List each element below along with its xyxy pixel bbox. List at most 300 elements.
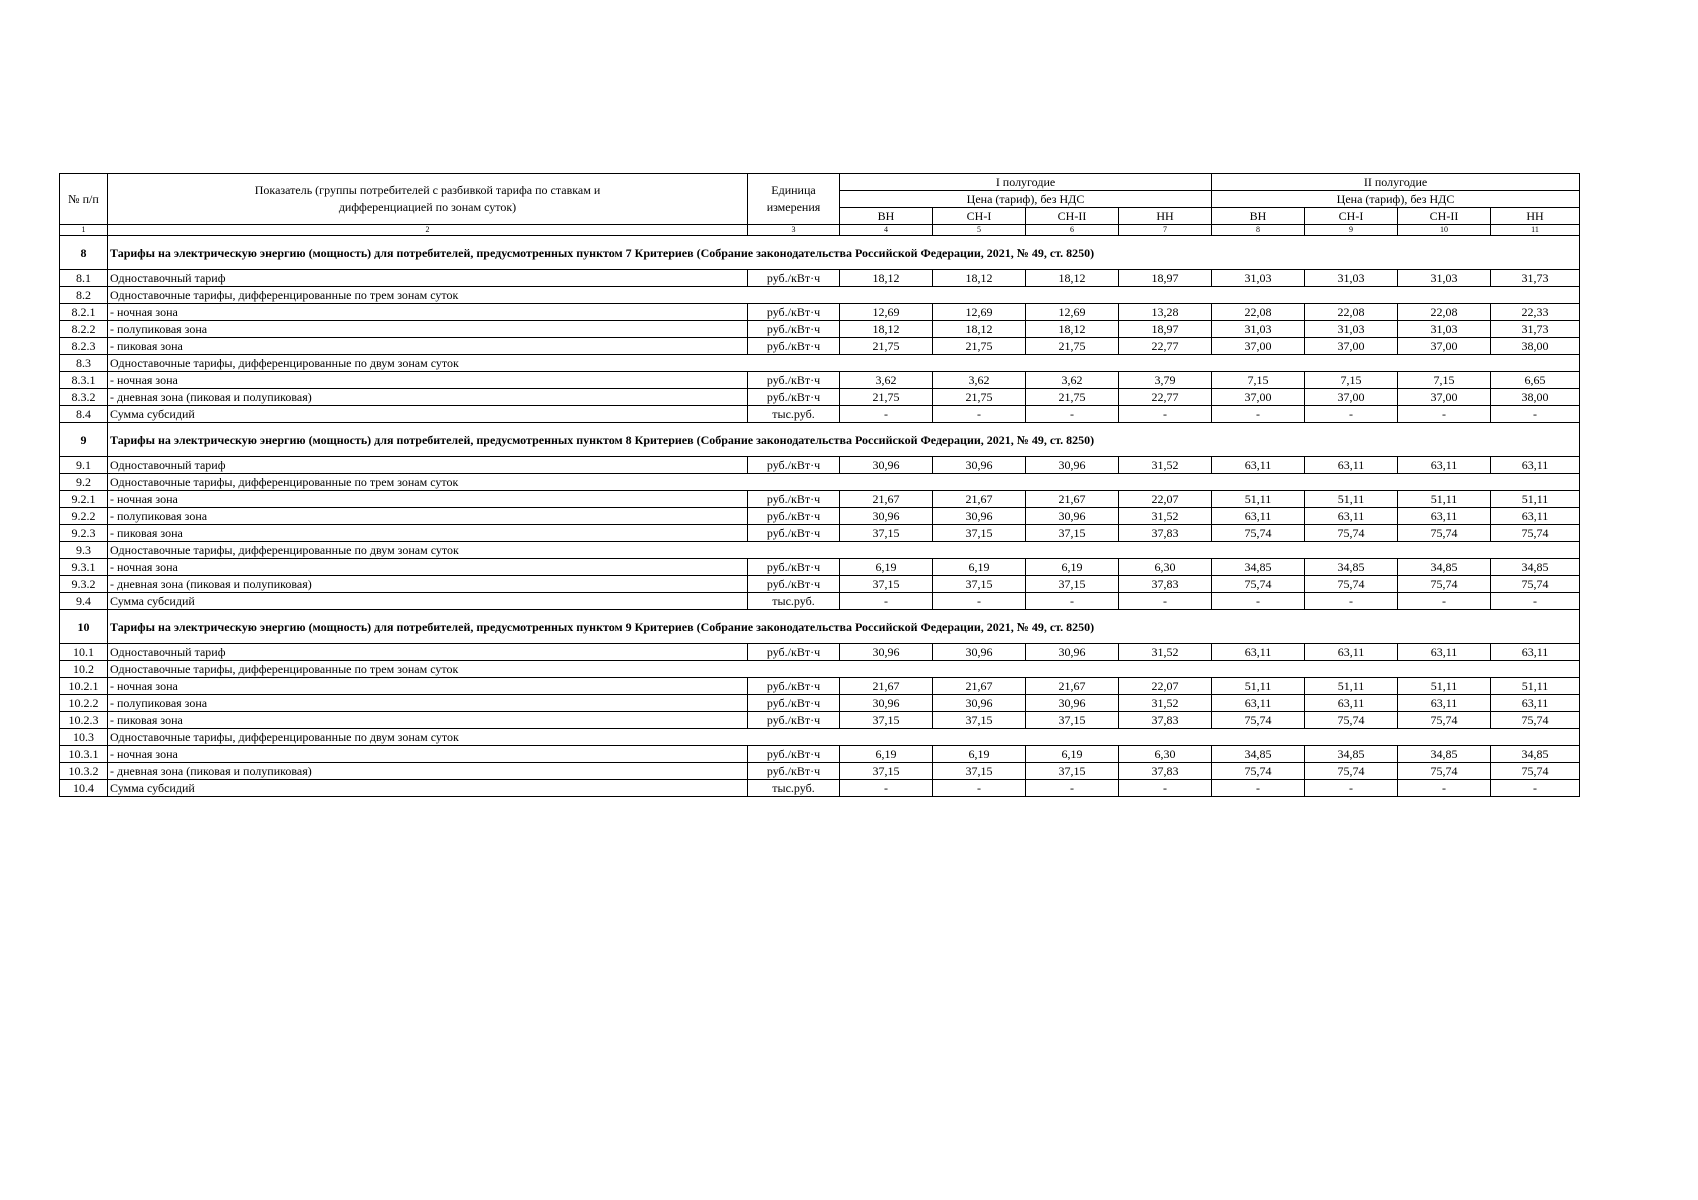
tariff-value: 31,52 bbox=[1119, 695, 1212, 712]
tariff-value: 75,74 bbox=[1212, 763, 1305, 780]
section-title: Тарифы на электрическую энергию (мощность) для потребителей, предусмотренных пунктом 7 Критериев (Собрание законодательства Российской Федерации, 2021, № 49, ст. 8250) bbox=[108, 236, 1580, 270]
tariff-value: 34,85 bbox=[1212, 746, 1305, 763]
tariff-value: 63,11 bbox=[1212, 508, 1305, 525]
row-number: 8.3.1 bbox=[60, 372, 108, 389]
tariff-value: 22,07 bbox=[1119, 678, 1212, 695]
header-no: № п/п bbox=[60, 174, 108, 225]
tariff-value: 30,96 bbox=[933, 695, 1026, 712]
tariff-value: 37,15 bbox=[1026, 576, 1119, 593]
tariff-value: 63,11 bbox=[1305, 508, 1398, 525]
column-number: 2 bbox=[108, 225, 748, 236]
row-number: 9.3.2 bbox=[60, 576, 108, 593]
tariff-value: - bbox=[1491, 406, 1580, 423]
tariff-value: 21,75 bbox=[933, 389, 1026, 406]
tariff-value: - bbox=[1119, 406, 1212, 423]
tariff-value: 37,00 bbox=[1305, 389, 1398, 406]
tariff-value: 63,11 bbox=[1491, 644, 1580, 661]
tariff-value: 37,00 bbox=[1212, 338, 1305, 355]
row-unit: руб./кВт·ч bbox=[748, 457, 840, 474]
row-unit: руб./кВт·ч bbox=[748, 508, 840, 525]
row-number: 9.3 bbox=[60, 542, 108, 559]
row-unit: руб./кВт·ч bbox=[748, 576, 840, 593]
tariff-value: 31,03 bbox=[1398, 270, 1491, 287]
table-row bbox=[60, 593, 1580, 610]
row-label: - дневная зона (пиковая и полупиковая) bbox=[108, 576, 748, 593]
tariff-value: 30,96 bbox=[840, 644, 933, 661]
group-row bbox=[60, 355, 1580, 372]
tariff-value: 21,67 bbox=[933, 491, 1026, 508]
row-unit: руб./кВт·ч bbox=[748, 321, 840, 338]
tariff-value: 37,15 bbox=[933, 576, 1026, 593]
group-row bbox=[60, 474, 1580, 491]
tariff-value: 51,11 bbox=[1212, 491, 1305, 508]
row-number: 9.3.1 bbox=[60, 559, 108, 576]
tariff-value: 37,00 bbox=[1212, 389, 1305, 406]
tariff-value: 37,15 bbox=[933, 525, 1026, 542]
table-row bbox=[60, 780, 1580, 797]
tariff-value: - bbox=[1398, 406, 1491, 423]
tariff-value: 37,15 bbox=[840, 763, 933, 780]
section-title: Тарифы на электрическую энергию (мощность) для потребителей, предусмотренных пунктом 9 Критериев (Собрание законодательства Российской Федерации, 2021, № 49, ст. 8250) bbox=[108, 610, 1580, 644]
tariff-value: 37,00 bbox=[1398, 389, 1491, 406]
row-unit: руб./кВт·ч bbox=[748, 304, 840, 321]
row-unit: руб./кВт·ч bbox=[748, 678, 840, 695]
row-number: 8.2.1 bbox=[60, 304, 108, 321]
row-unit: руб./кВт·ч bbox=[748, 712, 840, 729]
tariff-value: 31,73 bbox=[1491, 270, 1580, 287]
tariff-value: 37,00 bbox=[1305, 338, 1398, 355]
tariff-value: - bbox=[1491, 593, 1580, 610]
table-row bbox=[60, 525, 1580, 542]
row-label: - полупиковая зона bbox=[108, 321, 748, 338]
section-row bbox=[60, 236, 1580, 270]
table-row bbox=[60, 712, 1580, 729]
header-level: СН-I bbox=[933, 208, 1026, 225]
tariff-value: 22,33 bbox=[1491, 304, 1580, 321]
row-number: 10.4 bbox=[60, 780, 108, 797]
group-label: Одноставочные тарифы, дифференцированные по двум зонам суток bbox=[108, 542, 1580, 559]
tariff-value: 6,30 bbox=[1119, 559, 1212, 576]
row-number: 8.3 bbox=[60, 355, 108, 372]
row-label: - ночная зона bbox=[108, 372, 748, 389]
tariff-value: 63,11 bbox=[1305, 695, 1398, 712]
tariff-value: - bbox=[1491, 780, 1580, 797]
tariff-value: 18,12 bbox=[933, 321, 1026, 338]
row-number: 10.3.2 bbox=[60, 763, 108, 780]
tariff-value: 75,74 bbox=[1305, 525, 1398, 542]
row-label: - ночная зона bbox=[108, 678, 748, 695]
tariff-value: 31,03 bbox=[1305, 321, 1398, 338]
tariff-value: 51,11 bbox=[1305, 678, 1398, 695]
tariff-value: 18,12 bbox=[1026, 321, 1119, 338]
row-number: 10.2.1 bbox=[60, 678, 108, 695]
tariff-value: - bbox=[933, 406, 1026, 423]
tariff-value: 31,52 bbox=[1119, 644, 1212, 661]
row-number: 10.2.2 bbox=[60, 695, 108, 712]
tariff-value: 75,74 bbox=[1491, 712, 1580, 729]
row-number: 10.3.1 bbox=[60, 746, 108, 763]
group-label: Одноставочные тарифы, дифференцированные по двум зонам суток bbox=[108, 355, 1580, 372]
row-unit: руб./кВт·ч bbox=[748, 559, 840, 576]
tariff-value: - bbox=[840, 780, 933, 797]
header-level: НН bbox=[1119, 208, 1212, 225]
tariff-value: - bbox=[1026, 780, 1119, 797]
tariff-value: 22,08 bbox=[1212, 304, 1305, 321]
row-number: 8.4 bbox=[60, 406, 108, 423]
row-unit: руб./кВт·ч bbox=[748, 644, 840, 661]
group-label: Одноставочные тарифы, дифференцированные по трем зонам суток bbox=[108, 661, 1580, 678]
row-unit: руб./кВт·ч bbox=[748, 270, 840, 287]
group-row bbox=[60, 661, 1580, 678]
table-row bbox=[60, 457, 1580, 474]
column-number: 7 bbox=[1119, 225, 1212, 236]
tariff-value: - bbox=[933, 780, 1026, 797]
tariff-value: 6,19 bbox=[840, 746, 933, 763]
table-row bbox=[60, 304, 1580, 321]
tariff-value: - bbox=[1119, 593, 1212, 610]
tariff-value: 34,85 bbox=[1212, 559, 1305, 576]
table-row bbox=[60, 372, 1580, 389]
column-number: 8 bbox=[1212, 225, 1305, 236]
tariff-value: 75,74 bbox=[1305, 712, 1398, 729]
tariff-value: - bbox=[1398, 780, 1491, 797]
row-label: - ночная зона bbox=[108, 304, 748, 321]
column-number: 10 bbox=[1398, 225, 1491, 236]
tariff-value: 22,08 bbox=[1305, 304, 1398, 321]
column-number: 11 bbox=[1491, 225, 1580, 236]
tariff-value: 18,97 bbox=[1119, 270, 1212, 287]
tariff-value: 34,85 bbox=[1305, 746, 1398, 763]
tariff-value: 3,62 bbox=[840, 372, 933, 389]
table-row bbox=[60, 746, 1580, 763]
tariff-value: 63,11 bbox=[1212, 695, 1305, 712]
tariff-value: - bbox=[1305, 780, 1398, 797]
row-unit: руб./кВт·ч bbox=[748, 338, 840, 355]
column-number: 1 bbox=[60, 225, 108, 236]
tariff-value: 38,00 bbox=[1491, 338, 1580, 355]
tariff-value: 51,11 bbox=[1398, 678, 1491, 695]
table-row bbox=[60, 559, 1580, 576]
tariff-value: 63,11 bbox=[1212, 457, 1305, 474]
tariff-value: 21,75 bbox=[1026, 389, 1119, 406]
tariff-value: 51,11 bbox=[1305, 491, 1398, 508]
group-label: Одноставочные тарифы, дифференцированные по трем зонам суток bbox=[108, 287, 1580, 304]
tariff-value: - bbox=[1398, 593, 1491, 610]
tariff-value: 75,74 bbox=[1491, 525, 1580, 542]
tariff-value: 30,96 bbox=[933, 508, 1026, 525]
tariff-value: 34,85 bbox=[1398, 559, 1491, 576]
group-row bbox=[60, 542, 1580, 559]
tariff-value: 30,96 bbox=[933, 644, 1026, 661]
row-label: Сумма субсидий bbox=[108, 780, 748, 797]
tariff-value: 31,52 bbox=[1119, 457, 1212, 474]
table-row bbox=[60, 338, 1580, 355]
row-number: 10.1 bbox=[60, 644, 108, 661]
row-label: - пиковая зона bbox=[108, 712, 748, 729]
tariff-value: 6,19 bbox=[933, 746, 1026, 763]
tariff-value: 63,11 bbox=[1305, 644, 1398, 661]
tariff-value: 18,12 bbox=[840, 270, 933, 287]
tariff-value: 6,65 bbox=[1491, 372, 1580, 389]
row-unit: руб./кВт·ч bbox=[748, 372, 840, 389]
tariff-value: 21,75 bbox=[1026, 338, 1119, 355]
table-row bbox=[60, 763, 1580, 780]
tariff-value: 7,15 bbox=[1398, 372, 1491, 389]
tariff-value: 75,74 bbox=[1398, 525, 1491, 542]
tariff-value: 31,03 bbox=[1398, 321, 1491, 338]
header-level: СН-I bbox=[1305, 208, 1398, 225]
tariff-value: 6,19 bbox=[1026, 559, 1119, 576]
tariff-value: 30,96 bbox=[933, 457, 1026, 474]
tariff-value: - bbox=[840, 406, 933, 423]
column-number-row bbox=[60, 225, 1580, 236]
table-row bbox=[60, 321, 1580, 338]
tariff-value: 12,69 bbox=[1026, 304, 1119, 321]
row-label: - дневная зона (пиковая и полупиковая) bbox=[108, 763, 748, 780]
tariff-value: 37,15 bbox=[933, 712, 1026, 729]
group-row bbox=[60, 729, 1580, 746]
section-number: 9 bbox=[60, 423, 108, 457]
tariff-value: - bbox=[1119, 780, 1212, 797]
table-row bbox=[60, 406, 1580, 423]
tariff-value: 51,11 bbox=[1491, 491, 1580, 508]
tariff-table bbox=[59, 173, 1580, 797]
column-number: 5 bbox=[933, 225, 1026, 236]
tariff-value: 63,11 bbox=[1491, 457, 1580, 474]
tariff-value: 21,75 bbox=[840, 338, 933, 355]
header-unit: Единица измерения bbox=[748, 174, 840, 225]
tariff-value: - bbox=[933, 593, 1026, 610]
tariff-value: 37,00 bbox=[1398, 338, 1491, 355]
tariff-value: 22,77 bbox=[1119, 389, 1212, 406]
row-label: Сумма субсидий bbox=[108, 593, 748, 610]
tariff-value: 3,79 bbox=[1119, 372, 1212, 389]
row-label: - дневная зона (пиковая и полупиковая) bbox=[108, 389, 748, 406]
tariff-value: 21,67 bbox=[933, 678, 1026, 695]
row-unit: руб./кВт·ч bbox=[748, 491, 840, 508]
table-row bbox=[60, 270, 1580, 287]
tariff-value: 31,03 bbox=[1212, 270, 1305, 287]
tariff-value: 31,52 bbox=[1119, 508, 1212, 525]
tariff-value: 13,28 bbox=[1119, 304, 1212, 321]
tariff-value: 31,03 bbox=[1305, 270, 1398, 287]
row-number: 9.2.3 bbox=[60, 525, 108, 542]
row-label: - ночная зона bbox=[108, 746, 748, 763]
tariff-value: 30,96 bbox=[840, 508, 933, 525]
tariff-value: 6,19 bbox=[933, 559, 1026, 576]
section-row bbox=[60, 423, 1580, 457]
table-row bbox=[60, 576, 1580, 593]
tariff-value: 34,85 bbox=[1305, 559, 1398, 576]
tariff-value: 63,11 bbox=[1491, 508, 1580, 525]
tariff-value: 75,74 bbox=[1398, 763, 1491, 780]
row-number: 9.2.1 bbox=[60, 491, 108, 508]
header-row-1 bbox=[60, 174, 1580, 191]
tariff-value: - bbox=[1305, 593, 1398, 610]
tariff-value: 37,15 bbox=[840, 712, 933, 729]
row-number: 8.1 bbox=[60, 270, 108, 287]
tariff-value: 75,74 bbox=[1491, 763, 1580, 780]
row-label: - пиковая зона bbox=[108, 338, 748, 355]
tariff-value: 37,83 bbox=[1119, 712, 1212, 729]
header-level: ВН bbox=[840, 208, 933, 225]
header-level: ВН bbox=[1212, 208, 1305, 225]
tariff-value: 30,96 bbox=[1026, 457, 1119, 474]
column-number: 6 bbox=[1026, 225, 1119, 236]
row-number: 10.2 bbox=[60, 661, 108, 678]
tariff-value: 6,30 bbox=[1119, 746, 1212, 763]
table-row bbox=[60, 678, 1580, 695]
row-number: 8.2.2 bbox=[60, 321, 108, 338]
tariff-value: 37,15 bbox=[933, 763, 1026, 780]
tariff-value: 37,15 bbox=[840, 525, 933, 542]
group-row bbox=[60, 287, 1580, 304]
tariff-value: 75,74 bbox=[1305, 576, 1398, 593]
row-number: 10.3 bbox=[60, 729, 108, 746]
tariff-value: - bbox=[840, 593, 933, 610]
tariff-value: 18,12 bbox=[840, 321, 933, 338]
row-unit: руб./кВт·ч bbox=[748, 525, 840, 542]
tariff-value: 63,11 bbox=[1305, 457, 1398, 474]
row-label: Одноставочный тариф bbox=[108, 644, 748, 661]
row-unit: тыс.руб. bbox=[748, 780, 840, 797]
row-number: 8.2.3 bbox=[60, 338, 108, 355]
tariff-value: 75,74 bbox=[1212, 576, 1305, 593]
tariff-value: 51,11 bbox=[1212, 678, 1305, 695]
row-label: Одноставочный тариф bbox=[108, 270, 748, 287]
table-row bbox=[60, 644, 1580, 661]
tariff-value: 31,03 bbox=[1212, 321, 1305, 338]
tariff-value: 75,74 bbox=[1212, 525, 1305, 542]
tariff-value: - bbox=[1305, 406, 1398, 423]
row-number: 10.2.3 bbox=[60, 712, 108, 729]
tariff-value: 51,11 bbox=[1398, 491, 1491, 508]
row-number: 9.4 bbox=[60, 593, 108, 610]
header-price-2: Цена (тариф), без НДС bbox=[1212, 191, 1580, 208]
tariff-value: 3,62 bbox=[933, 372, 1026, 389]
row-unit: руб./кВт·ч bbox=[748, 763, 840, 780]
row-unit: руб./кВт·ч bbox=[748, 389, 840, 406]
tariff-value: 22,07 bbox=[1119, 491, 1212, 508]
row-label: - пиковая зона bbox=[108, 525, 748, 542]
column-number: 9 bbox=[1305, 225, 1398, 236]
tariff-value: - bbox=[1212, 406, 1305, 423]
tariff-value: 21,67 bbox=[840, 678, 933, 695]
tariff-value: 37,15 bbox=[1026, 712, 1119, 729]
header-half-2: II полугодие bbox=[1212, 174, 1580, 191]
tariff-value: 63,11 bbox=[1212, 644, 1305, 661]
column-number: 4 bbox=[840, 225, 933, 236]
group-label: Одноставочные тарифы, дифференцированные по трем зонам суток bbox=[108, 474, 1580, 491]
tariff-value: 37,15 bbox=[840, 576, 933, 593]
tariff-value: 30,96 bbox=[1026, 644, 1119, 661]
row-label: - полупиковая зона bbox=[108, 695, 748, 712]
row-unit: руб./кВт·ч bbox=[748, 746, 840, 763]
tariff-value: 30,96 bbox=[840, 695, 933, 712]
tariff-value: 7,15 bbox=[1212, 372, 1305, 389]
tariff-value: 34,85 bbox=[1491, 559, 1580, 576]
tariff-value: 75,74 bbox=[1305, 763, 1398, 780]
tariff-value: 63,11 bbox=[1398, 644, 1491, 661]
tariff-value: 51,11 bbox=[1491, 678, 1580, 695]
tariff-value: 63,11 bbox=[1398, 508, 1491, 525]
tariff-value: 30,96 bbox=[840, 457, 933, 474]
row-label: - ночная зона bbox=[108, 491, 748, 508]
tariff-value: 22,77 bbox=[1119, 338, 1212, 355]
tariff-value: - bbox=[1212, 780, 1305, 797]
row-number: 8.3.2 bbox=[60, 389, 108, 406]
table-row bbox=[60, 389, 1580, 406]
row-number: 9.2 bbox=[60, 474, 108, 491]
tariff-value: - bbox=[1026, 406, 1119, 423]
tariff-value: 75,74 bbox=[1398, 576, 1491, 593]
row-unit: тыс.руб. bbox=[748, 593, 840, 610]
tariff-value: 12,69 bbox=[933, 304, 1026, 321]
tariff-value: 21,67 bbox=[1026, 678, 1119, 695]
section-number: 10 bbox=[60, 610, 108, 644]
row-number: 9.1 bbox=[60, 457, 108, 474]
table-row bbox=[60, 491, 1580, 508]
tariff-value: 21,67 bbox=[1026, 491, 1119, 508]
section-title: Тарифы на электрическую энергию (мощность) для потребителей, предусмотренных пунктом 8 Критериев (Собрание законодательства Российской Федерации, 2021, № 49, ст. 8250) bbox=[108, 423, 1580, 457]
section-row bbox=[60, 610, 1580, 644]
tariff-value: 37,83 bbox=[1119, 576, 1212, 593]
group-label: Одноставочные тарифы, дифференцированные по двум зонам суток bbox=[108, 729, 1580, 746]
section-number: 8 bbox=[60, 236, 108, 270]
row-label: Одноставочный тариф bbox=[108, 457, 748, 474]
tariff-value: 37,83 bbox=[1119, 525, 1212, 542]
row-unit: тыс.руб. bbox=[748, 406, 840, 423]
header-level: СН-II bbox=[1026, 208, 1119, 225]
tariff-value: 75,74 bbox=[1491, 576, 1580, 593]
tariff-value: 75,74 bbox=[1398, 712, 1491, 729]
tariff-value: 75,74 bbox=[1212, 712, 1305, 729]
tariff-value: 21,75 bbox=[933, 338, 1026, 355]
header-half-1: I полугодие bbox=[840, 174, 1212, 191]
tariff-value: 37,83 bbox=[1119, 763, 1212, 780]
row-label: - ночная зона bbox=[108, 559, 748, 576]
tariff-value: 38,00 bbox=[1491, 389, 1580, 406]
header-indicator: Показатель (группы потребителей с разбивкой тарифа по ставкам и дифференциацией по зонам суток) bbox=[108, 174, 748, 225]
row-label: Сумма субсидий bbox=[108, 406, 748, 423]
tariff-value: 30,96 bbox=[1026, 508, 1119, 525]
tariff-value: 21,75 bbox=[840, 389, 933, 406]
column-number: 3 bbox=[748, 225, 840, 236]
tariff-value: 21,67 bbox=[840, 491, 933, 508]
header-level: НН bbox=[1491, 208, 1580, 225]
tariff-value: 18,12 bbox=[1026, 270, 1119, 287]
tariff-value: 22,08 bbox=[1398, 304, 1491, 321]
tariff-value: 34,85 bbox=[1398, 746, 1491, 763]
tariff-value: 18,97 bbox=[1119, 321, 1212, 338]
tariff-value: 63,11 bbox=[1398, 457, 1491, 474]
tariff-value: 63,11 bbox=[1398, 695, 1491, 712]
tariff-value: 31,73 bbox=[1491, 321, 1580, 338]
tariff-value: - bbox=[1026, 593, 1119, 610]
tariff-value: 6,19 bbox=[1026, 746, 1119, 763]
tariff-value: 3,62 bbox=[1026, 372, 1119, 389]
tariff-value: 7,15 bbox=[1305, 372, 1398, 389]
tariff-value: 37,15 bbox=[1026, 763, 1119, 780]
tariff-value: 30,96 bbox=[1026, 695, 1119, 712]
tariff-value: 63,11 bbox=[1491, 695, 1580, 712]
tariff-value: 34,85 bbox=[1491, 746, 1580, 763]
table-row bbox=[60, 695, 1580, 712]
row-unit: руб./кВт·ч bbox=[748, 695, 840, 712]
row-number: 9.2.2 bbox=[60, 508, 108, 525]
row-number: 8.2 bbox=[60, 287, 108, 304]
row-label: - полупиковая зона bbox=[108, 508, 748, 525]
